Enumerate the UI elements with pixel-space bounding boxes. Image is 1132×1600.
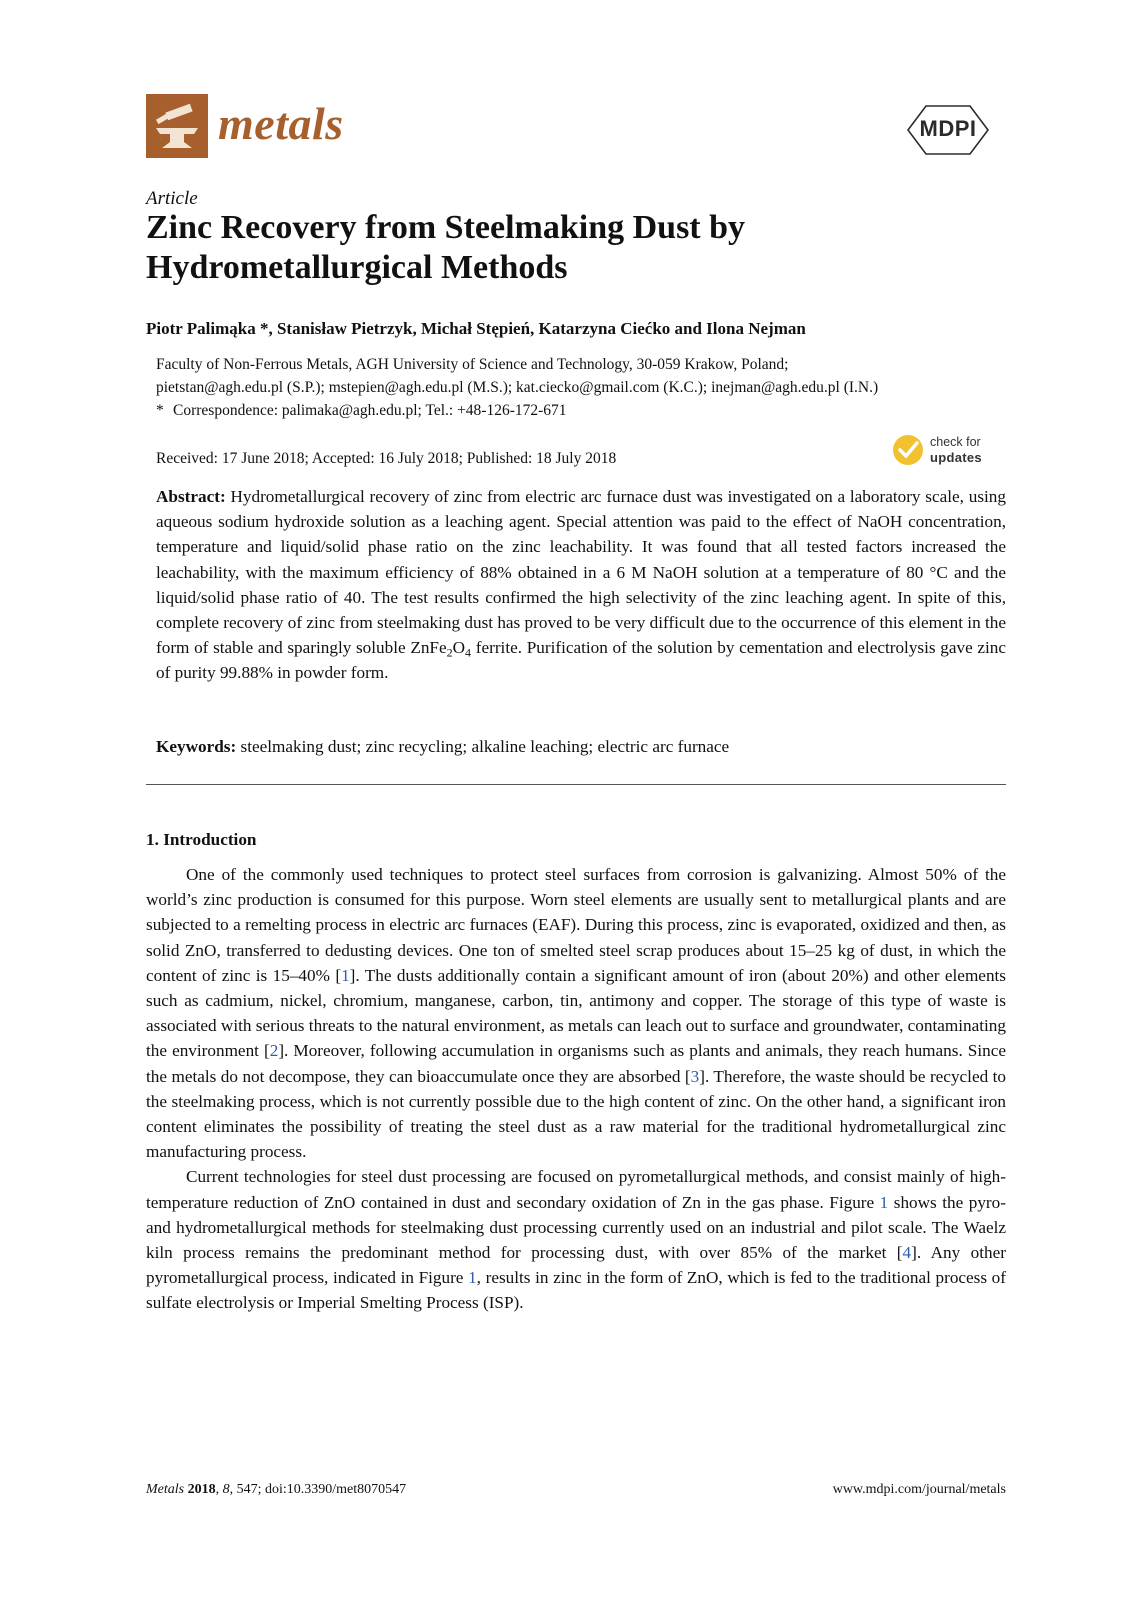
paragraph-text: ]. Moreover, following accumulation in organisms such as plants and animals, they reach humans. Since the metals do not decompose, they can bioaccumulate once they are absorbed [ xyxy=(146,1041,1006,1086)
check-updates-line2: updates xyxy=(930,450,982,465)
section-divider xyxy=(146,784,1006,785)
abstract-text: Hydrometallurgical recovery of zinc from electric arc furnace dust was investigated on a laboratory scale, using aqueous sodium hydroxide solution as a leaching agent. Special attention was paid to the effect of NaOH concentration, temperature and liquid/solid phase ratio on the zinc leachability. It was found that all tested factors increased the leachability, with the maximum efficiency of 88% obtained in a 6 M NaOH solution at a temperature of 80 °C and the liquid/solid phase ratio of 40. The test results confirmed the high selectivity of the zinc leaching agent. In spite of this, complete recovery of zinc from steelmaking dust has proved to be very difficult due to the occurrence of this element in the form of stable and sparingly soluble ZnFe xyxy=(156,487,1006,658)
article-type: Article xyxy=(146,188,198,209)
journal-name: metals xyxy=(218,98,344,149)
mdpi-logo[interactable] xyxy=(906,104,990,156)
journal-url-link[interactable]: www.mdpi.com/journal/metals xyxy=(832,1482,1006,1497)
section-heading: 1. Introduction xyxy=(146,830,257,849)
abstract-text: O xyxy=(452,638,466,658)
paragraph-text: shows the pyro-and hydrometallurgical methods for steelmaking dust processing currently used on an industrial and pilot scale. The Waelz kiln process remains the predominant method for processing dust, with over 85% of the market [ xyxy=(146,1192,1006,1263)
correspondence-mark: * xyxy=(156,402,164,419)
footer-volume: 8 xyxy=(222,1482,230,1497)
citation-link[interactable]: 4 xyxy=(902,1243,912,1263)
keywords-label: Keywords: xyxy=(156,737,237,756)
figure-link[interactable]: 1 xyxy=(468,1268,477,1288)
abstract-text: ferrite. Purification of the solution by cementation and electrolysis gave zinc of purity 99.88% in powder form. xyxy=(156,638,1006,683)
check-for-updates-button[interactable] xyxy=(892,434,1002,470)
footer-citation: Metals 2018, 8, 547; doi:10.3390/met8070547 xyxy=(146,1482,407,1497)
footer-year: 2018 xyxy=(187,1482,216,1497)
figure-link[interactable]: 1 xyxy=(879,1192,889,1212)
paragraph-text: , results in zinc in the form of ZnO, which is fed to the traditional process of sulfate electrolysis or Imperial Smelting Process (ISP). xyxy=(146,1268,1007,1313)
correspondence xyxy=(156,400,1006,422)
author-list: Piotr Palimąka *, Stanisław Pietrzyk, Michał Stępień, Katarzyna Ciećko and Ilona Nejman xyxy=(146,319,806,338)
title-line: Hydrometallurgical Methods xyxy=(146,249,568,286)
subscript: 2 xyxy=(446,645,453,660)
footer-journal: Metals xyxy=(146,1482,185,1497)
keywords-text: steelmaking dust; zinc recycling; alkaline leaching; electric arc furnace xyxy=(236,737,730,756)
body-text xyxy=(146,862,1006,1316)
paragraph-text: One of the commonly used techniques to protect steel surfaces from corrosion is galvanizing. Almost 50% of the world’s zinc production is consumed for this purpose. Worn steel elements are usually sent to metallurgical plants and are subjected to a remelting process in electric arc furnaces (EAF). During this process, zinc is evaporated, oxidized and then, as solid ZnO, transferred to dedusting devices. One ton of smelted steel scrap produces about 15–25 kg of dust, in which the content of zinc is 15–40% [ xyxy=(146,865,1006,985)
affiliation-emails: pietstan@agh.edu.pl (S.P.); mstepien@agh.edu.pl (M.S.); kat.ciecko@gmail.com (K.C.); inejman@agh.edu.pl (I.N.) xyxy=(156,379,879,396)
paragraph-text: Current technologies for steel dust processing are focused on pyrometallurgical methods, and consist mainly of high-temperature reduction of ZnO contained in dust and secondary oxidation of Zn in the gas phase. Figure xyxy=(146,1167,1006,1212)
paragraph-text: ]. Therefore, the waste should be recycled to the steelmaking process, which is not currently possible due to the high content of zinc. On the other hand, a significant iron content eliminates the possibility of treating the steel dust as a raw material for the traditional hydrometallurgical zinc manufacturing process. xyxy=(146,1066,1006,1162)
paragraph xyxy=(146,862,1006,1164)
footer-doi: , 547; doi:10.3390/met8070547 xyxy=(229,1482,407,1497)
citation-link[interactable]: 1 xyxy=(341,965,350,985)
citation-link[interactable]: 3 xyxy=(690,1066,700,1086)
paragraph xyxy=(146,1164,1006,1315)
correspondence-text: Correspondence: palimaka@agh.edu.pl; Tel.: +48-126-172-671 xyxy=(173,402,567,419)
abstract-label: Abstract: xyxy=(156,487,226,506)
check-updates-icon xyxy=(892,434,924,466)
publication-dates: Received: 17 June 2018; Accepted: 16 July 2018; Published: 18 July 2018 xyxy=(156,450,617,467)
paragraph-text: ]. The dusts additionally contain a significant amount of iron (about 20%) and other elements such as cadmium, nickel, chromium, manganese, carbon, tin, antimony and copper. The storage of this type of waste is associated with serious threats to the natural environment, as metals can leach out to surface and groundwater, contaminating the environment [ xyxy=(146,965,1006,1061)
publisher-name: MDPI xyxy=(919,116,977,141)
paragraph-text: ]. Any other pyrometallurgical process, indicated in Figure xyxy=(146,1243,1006,1288)
keywords xyxy=(156,734,1006,759)
abstract xyxy=(156,484,1006,686)
citation-link[interactable]: 2 xyxy=(269,1041,279,1061)
title-line: Zinc Recovery from Steelmaking Dust by xyxy=(146,209,746,246)
paper-title xyxy=(146,208,1006,288)
journal-logo-icon xyxy=(146,94,208,158)
affiliation-line: Faculty of Non-Ferrous Metals, AGH University of Science and Technology, 30-059 Krakow, Poland; xyxy=(156,356,789,373)
subscript: 4 xyxy=(465,645,472,660)
check-updates-line1: check for xyxy=(930,435,981,449)
